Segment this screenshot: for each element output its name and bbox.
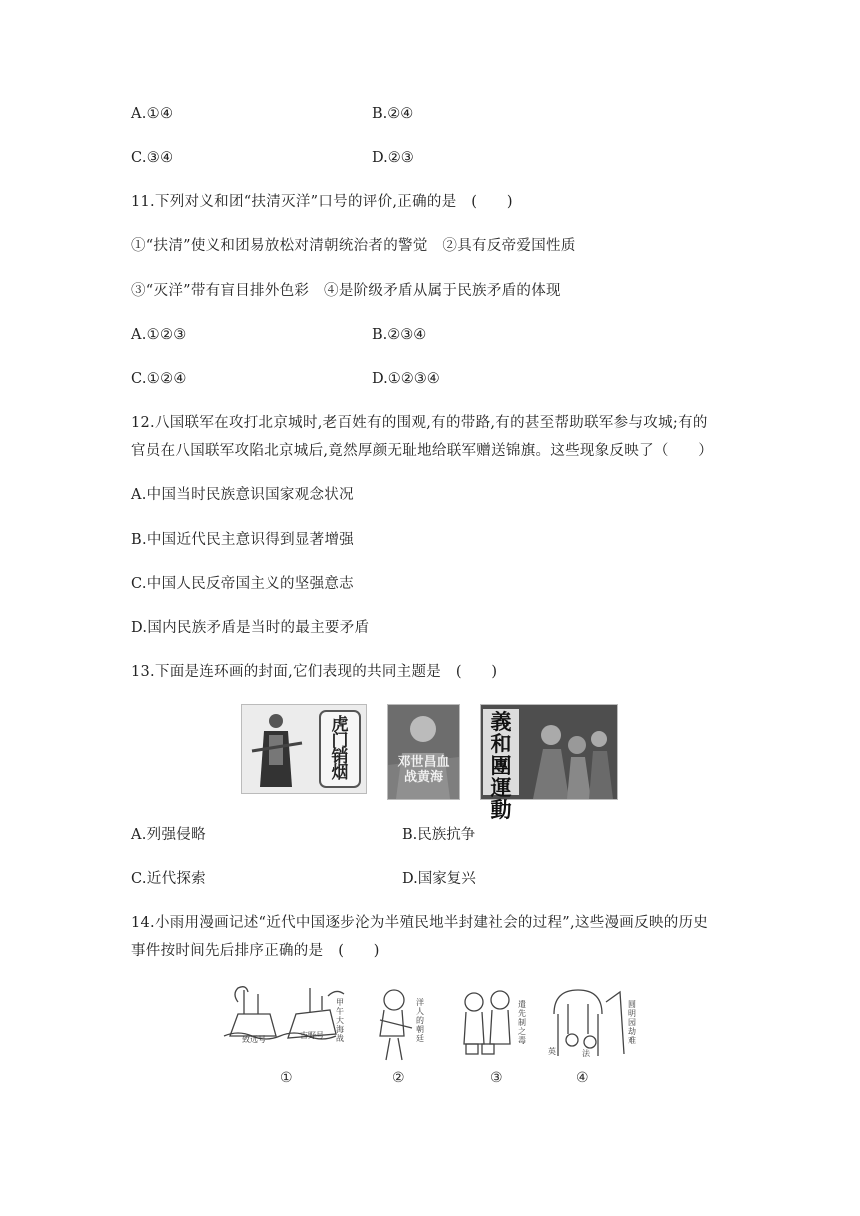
comic-caption-2: ② (392, 1070, 405, 1086)
q12-option-b: B.中国近代民主意识得到显著增强 (131, 532, 355, 548)
comic1-label-yoshino: 吉野号 (300, 1031, 324, 1040)
q11-option-d: D.①②③④ (372, 371, 440, 387)
q11-stem: 11.下列对义和团“扶清灭洋”口号的评价,正确的是 ( ) (131, 194, 513, 210)
comic4-label-britain: 英 (548, 1047, 556, 1056)
q10-option-d: D.②③ (372, 150, 414, 166)
comic4-label-france: 法 (582, 1049, 590, 1058)
cover2-title: 邓世昌血战黄海 (397, 755, 450, 785)
q12-option-c: C.中国人民反帝国主义的坚强意志 (131, 576, 354, 592)
comic3-label: 遣先制之毒 (518, 1000, 526, 1045)
cover-image-deng (387, 704, 460, 800)
q10-option-b: B.②④ (372, 106, 414, 122)
cover-image-boxer (480, 704, 618, 822)
q12-option-d: D.国内民族矛盾是当时的最主要矛盾 (131, 620, 370, 636)
comic-4-yuanmingyuan (544, 984, 638, 1062)
q13-option-a: A.列强侵略 (131, 827, 206, 843)
q11-statements-2: ③“灭洋”带有盲目排外色彩 ④是阶级矛盾从属于民族矛盾的体现 (131, 283, 561, 299)
q12-option-a: A.中国当时民族意识国家观念状况 (131, 487, 354, 503)
comic-caption-1: ① (280, 1070, 293, 1086)
q10-option-c: C.③④ (131, 150, 174, 166)
comic-1-sea-battle (218, 984, 356, 1062)
comic-3-officials (460, 988, 530, 1062)
q11-option-c: C.①②④ (131, 371, 187, 387)
comic-2-puppet-court (376, 986, 426, 1062)
cover3-title: 義和團運動 (490, 710, 512, 822)
q13-option-d: D.国家复兴 (402, 871, 476, 887)
comic1-label-zhiyuan: 致远号 (242, 1035, 266, 1044)
q12-stem-line2: 官员在八国联军攻陷北京城后,竟然厚颜无耻地给联军赠送锦旗。这些现象反映了（ ） (131, 443, 714, 459)
q11-statements-1: ①“扶清”使义和团易放松对清朝统治者的警觉 ②具有反帝爱国性质 (131, 238, 576, 254)
q11-option-a: A.①②③ (131, 327, 187, 343)
q13-stem: 13.下面是连环画的封面,它们表现的共同主题是 ( ) (131, 664, 498, 680)
q10-option-a: A.①④ (131, 106, 174, 122)
comic4-label-disaster: 圆明园劫难 (628, 1000, 636, 1045)
comic-caption-4: ④ (576, 1070, 589, 1086)
comic1-label-battle: 甲午大海战 (336, 998, 344, 1043)
comic2-label: 洋人的朝廷 (416, 998, 424, 1043)
q13-option-c: C.近代探索 (131, 871, 206, 887)
q11-option-b: B.②③④ (372, 327, 427, 343)
cover1-title: 虎门销烟 (331, 715, 349, 783)
q14-stem-line1: 14.小雨用漫画记述“近代中国逐步沦为半殖民地半封建社会的过程”,这些漫画反映的历史 (131, 915, 709, 931)
comic-caption-3: ③ (490, 1070, 503, 1086)
q12-stem-line1: 12.八国联军在攻打北京城时,老百姓有的围观,有的带路,有的甚至帮助联军参与攻城;有的 (131, 415, 708, 431)
q14-stem-line2: 事件按时间先后排序正确的是 ( ) (131, 943, 380, 959)
cover-image-humen (241, 704, 367, 794)
q13-option-b: B.民族抗争 (402, 827, 476, 843)
